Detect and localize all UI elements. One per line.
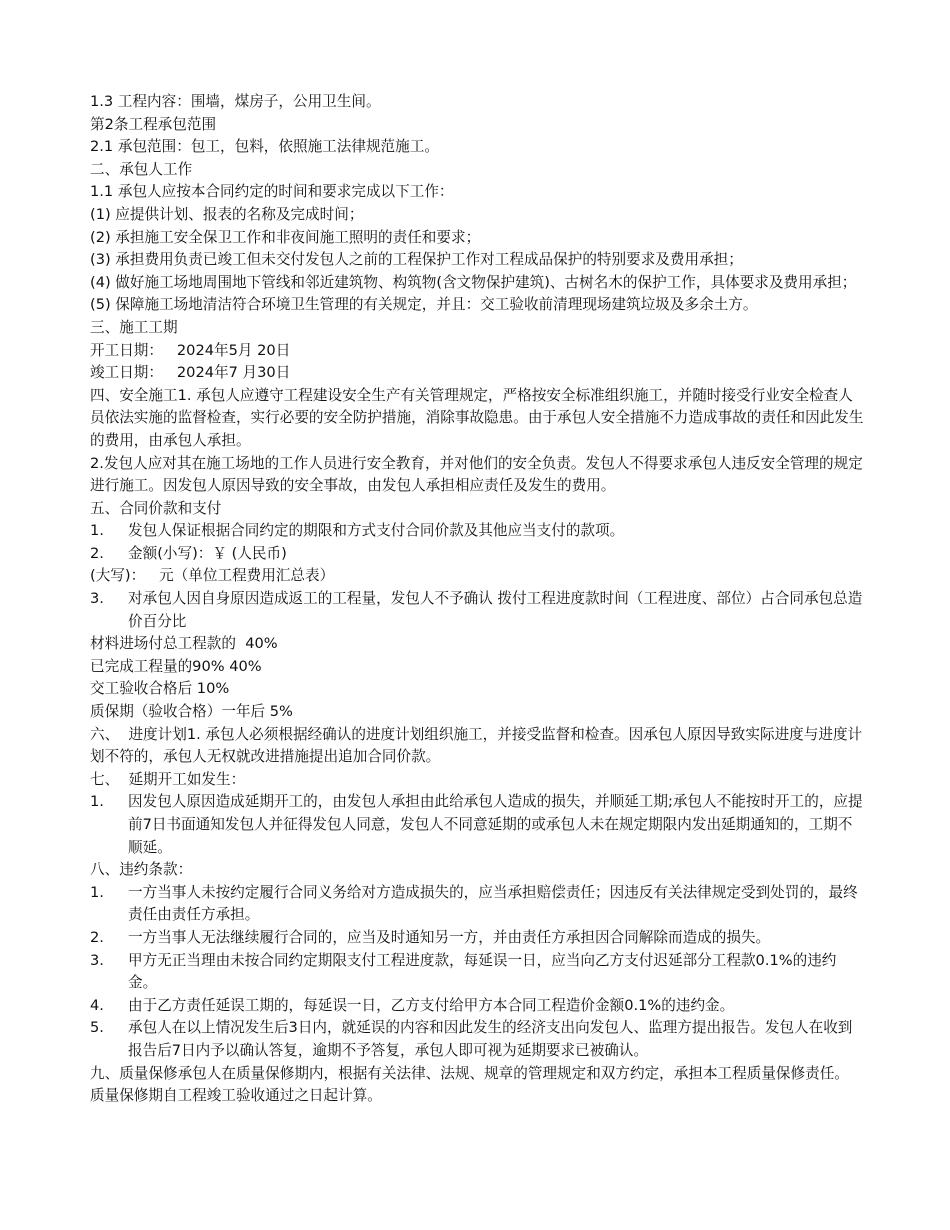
section-5-title: 五、合同价款和支付 (90, 499, 222, 517)
item-number: 3. (90, 590, 104, 608)
item-number: 1. (90, 883, 104, 901)
item-number: 1. (90, 522, 104, 540)
section-6-schedule: 六、 进度计划1. 承包人必须根据经确认的进度计划组织施工，并接受监督和检查。因承包人原因导致实际进度与进度计划不符的，承包人无权就改进措施提出追加合同价款。 (90, 725, 863, 766)
section-9-warranty: 九、质量保修承包人在质量保修期内，根据有关法律、法规、规章的管理规定和双方约定，承担本工程质量保修责任。 (90, 1064, 849, 1082)
item-number: 2. (90, 544, 104, 562)
start-date: 开工日期： 2024年5月 20日 (90, 341, 291, 359)
section-2-title: 二、承包人工作 (90, 160, 193, 178)
clause-1-3: 1.3 工程内容：围墙，煤房子，公用卫生间。 (90, 93, 381, 110)
payment-item-1 (90, 520, 865, 543)
breach-item-2 (90, 927, 865, 950)
delay-item-1 (90, 791, 865, 859)
amount-in-words: (大写)： 元（单位工程费用汇总表） (90, 567, 335, 585)
breach-item-5 (90, 1017, 865, 1062)
payment-schedule-2: 已完成工程量的90% 40% (90, 657, 262, 675)
breach-item-3 (90, 950, 865, 995)
work-item-1: (1) 应提供计划、报表的名称及完成时间； (90, 205, 364, 223)
section-8-title: 八、违约条款： (90, 861, 193, 879)
work-item-3: (3) 承担费用负责已竣工但未交付发包人之前的工程保护工作对工程成品保护的特别要求及费用承担； (90, 251, 743, 269)
item-text: 由于乙方责任延误工期的，每延误一日，乙方支付给甲方本合同工程造价金额0.1%的违约金。 (128, 996, 735, 1014)
payment-schedule-3: 交工验收合格后 10% (90, 680, 230, 698)
payment-item-3 (90, 588, 865, 633)
section-4-safety-paragraph-1: 四、安全施工1. 承包人应遵守工程建设安全生产有关管理规定，严格按安全标准组织施工，并随时接受行业安全检查人员依法实施的监督检查，实行必要的安全防护措施，消除事故隐患。由于承包人安全措施不力造成事故的责任和因此发生的费用，由承包人承担。 (90, 386, 864, 449)
warranty-period: 质量保修期自工程竣工验收通过之日起计算。 (90, 1087, 382, 1105)
payment-schedule-1: 材料进场付总工程款的 40% (90, 635, 278, 653)
item-text: 发包人保证根据合同约定的期限和方式支付合同价款及其他应当支付的款项。 (128, 522, 625, 540)
item-number: 2. (90, 928, 104, 946)
article-2-title: 第2条工程承包范围 (90, 115, 217, 133)
item-text: 一方当事人无法继续履行合同的，应当及时通知另一方，并由责任方承担因合同解除而造成的损失。 (128, 928, 771, 946)
section-7-title: 七、 延期开工如发生： (90, 770, 246, 788)
work-item-4: (4) 做好施工场地周围地下管线和邻近建筑物、构筑物(含文物保护建筑)、古树名木的保护工作，具体要求及费用承担； (90, 273, 857, 291)
item-text: 甲方无正当理由未按合同约定期限支付工程进度款，每延误一日，应当向乙方支付迟延部分工程款0.1%的违约金。 (128, 951, 837, 992)
item-number: 3. (90, 951, 104, 969)
work-item-2: (2) 承担施工安全保卫工作和非夜间施工照明的责任和要求； (90, 228, 481, 246)
section-3-title: 三、施工工期 (90, 318, 178, 336)
breach-item-1 (90, 882, 865, 927)
completion-date: 竣工日期： 2024年7 月30日 (90, 364, 291, 382)
item-number: 5. (90, 1019, 104, 1037)
item-text: 金额(小写)：￥ (人民币) (128, 544, 287, 562)
clause-2-1: 2.1 承包范围：包工，包料，依照施工法律规范施工。 (90, 138, 439, 156)
item-text: 一方当事人未按约定履行合同义务给对方造成损失的，应当承担赔偿责任；因违反有关法律规定受到处罚的，最终责任由责任方承担。 (128, 883, 858, 924)
section-4-safety-paragraph-2: 2.发包人应对其在施工场地的工作人员进行安全教育，并对他们的安全负责。发包人不得要求承包人违反安全管理的规定进行施工。因发包人原因导致的安全事故，由发包人承担相应责任及发生的费用。 (90, 454, 863, 495)
item-number: 1. (90, 793, 104, 811)
breach-item-4 (90, 995, 865, 1018)
payment-item-2 (90, 543, 865, 566)
payment-schedule-4: 质保期（验收合格）一年后 5% (90, 703, 293, 721)
item-text: 对承包人因自身原因造成返工的工程量，发包人不予确认 拨付工程进度款时间（工程进度、部位）占合同承包总造价百分比 (128, 590, 863, 630)
item-text: 因发包人原因造成延期开工的，由发包人承担由此给承包人造成的损失，并顺延工期;承包人不能按时开工的，应提前7日书面通知发包人并征得发包人同意，发包人不同意延期的或承包人未在规定期限内发出延期通知的，工期不顺延。 (128, 793, 863, 856)
item-number: 4. (90, 996, 104, 1014)
item-text: 承包人在以上情况发生后3日内，就延误的内容和因此发生的经济支出向发包人、监理方提出报告。发包人在收到报告后7日内予以确认答复，逾期不予答复，承包人即可视为延期要求已被确认。 (128, 1019, 853, 1059)
clause-1-1: 1.1 承包人应按本合同约定的时间和要求完成以下工作： (90, 183, 454, 201)
contract-body (90, 91, 865, 1108)
work-item-5: (5) 保障施工场地清洁符合环境卫生管理的有关规定，并且：交工验收前清理现场建筑垃圾及多余土方。 (90, 296, 758, 314)
